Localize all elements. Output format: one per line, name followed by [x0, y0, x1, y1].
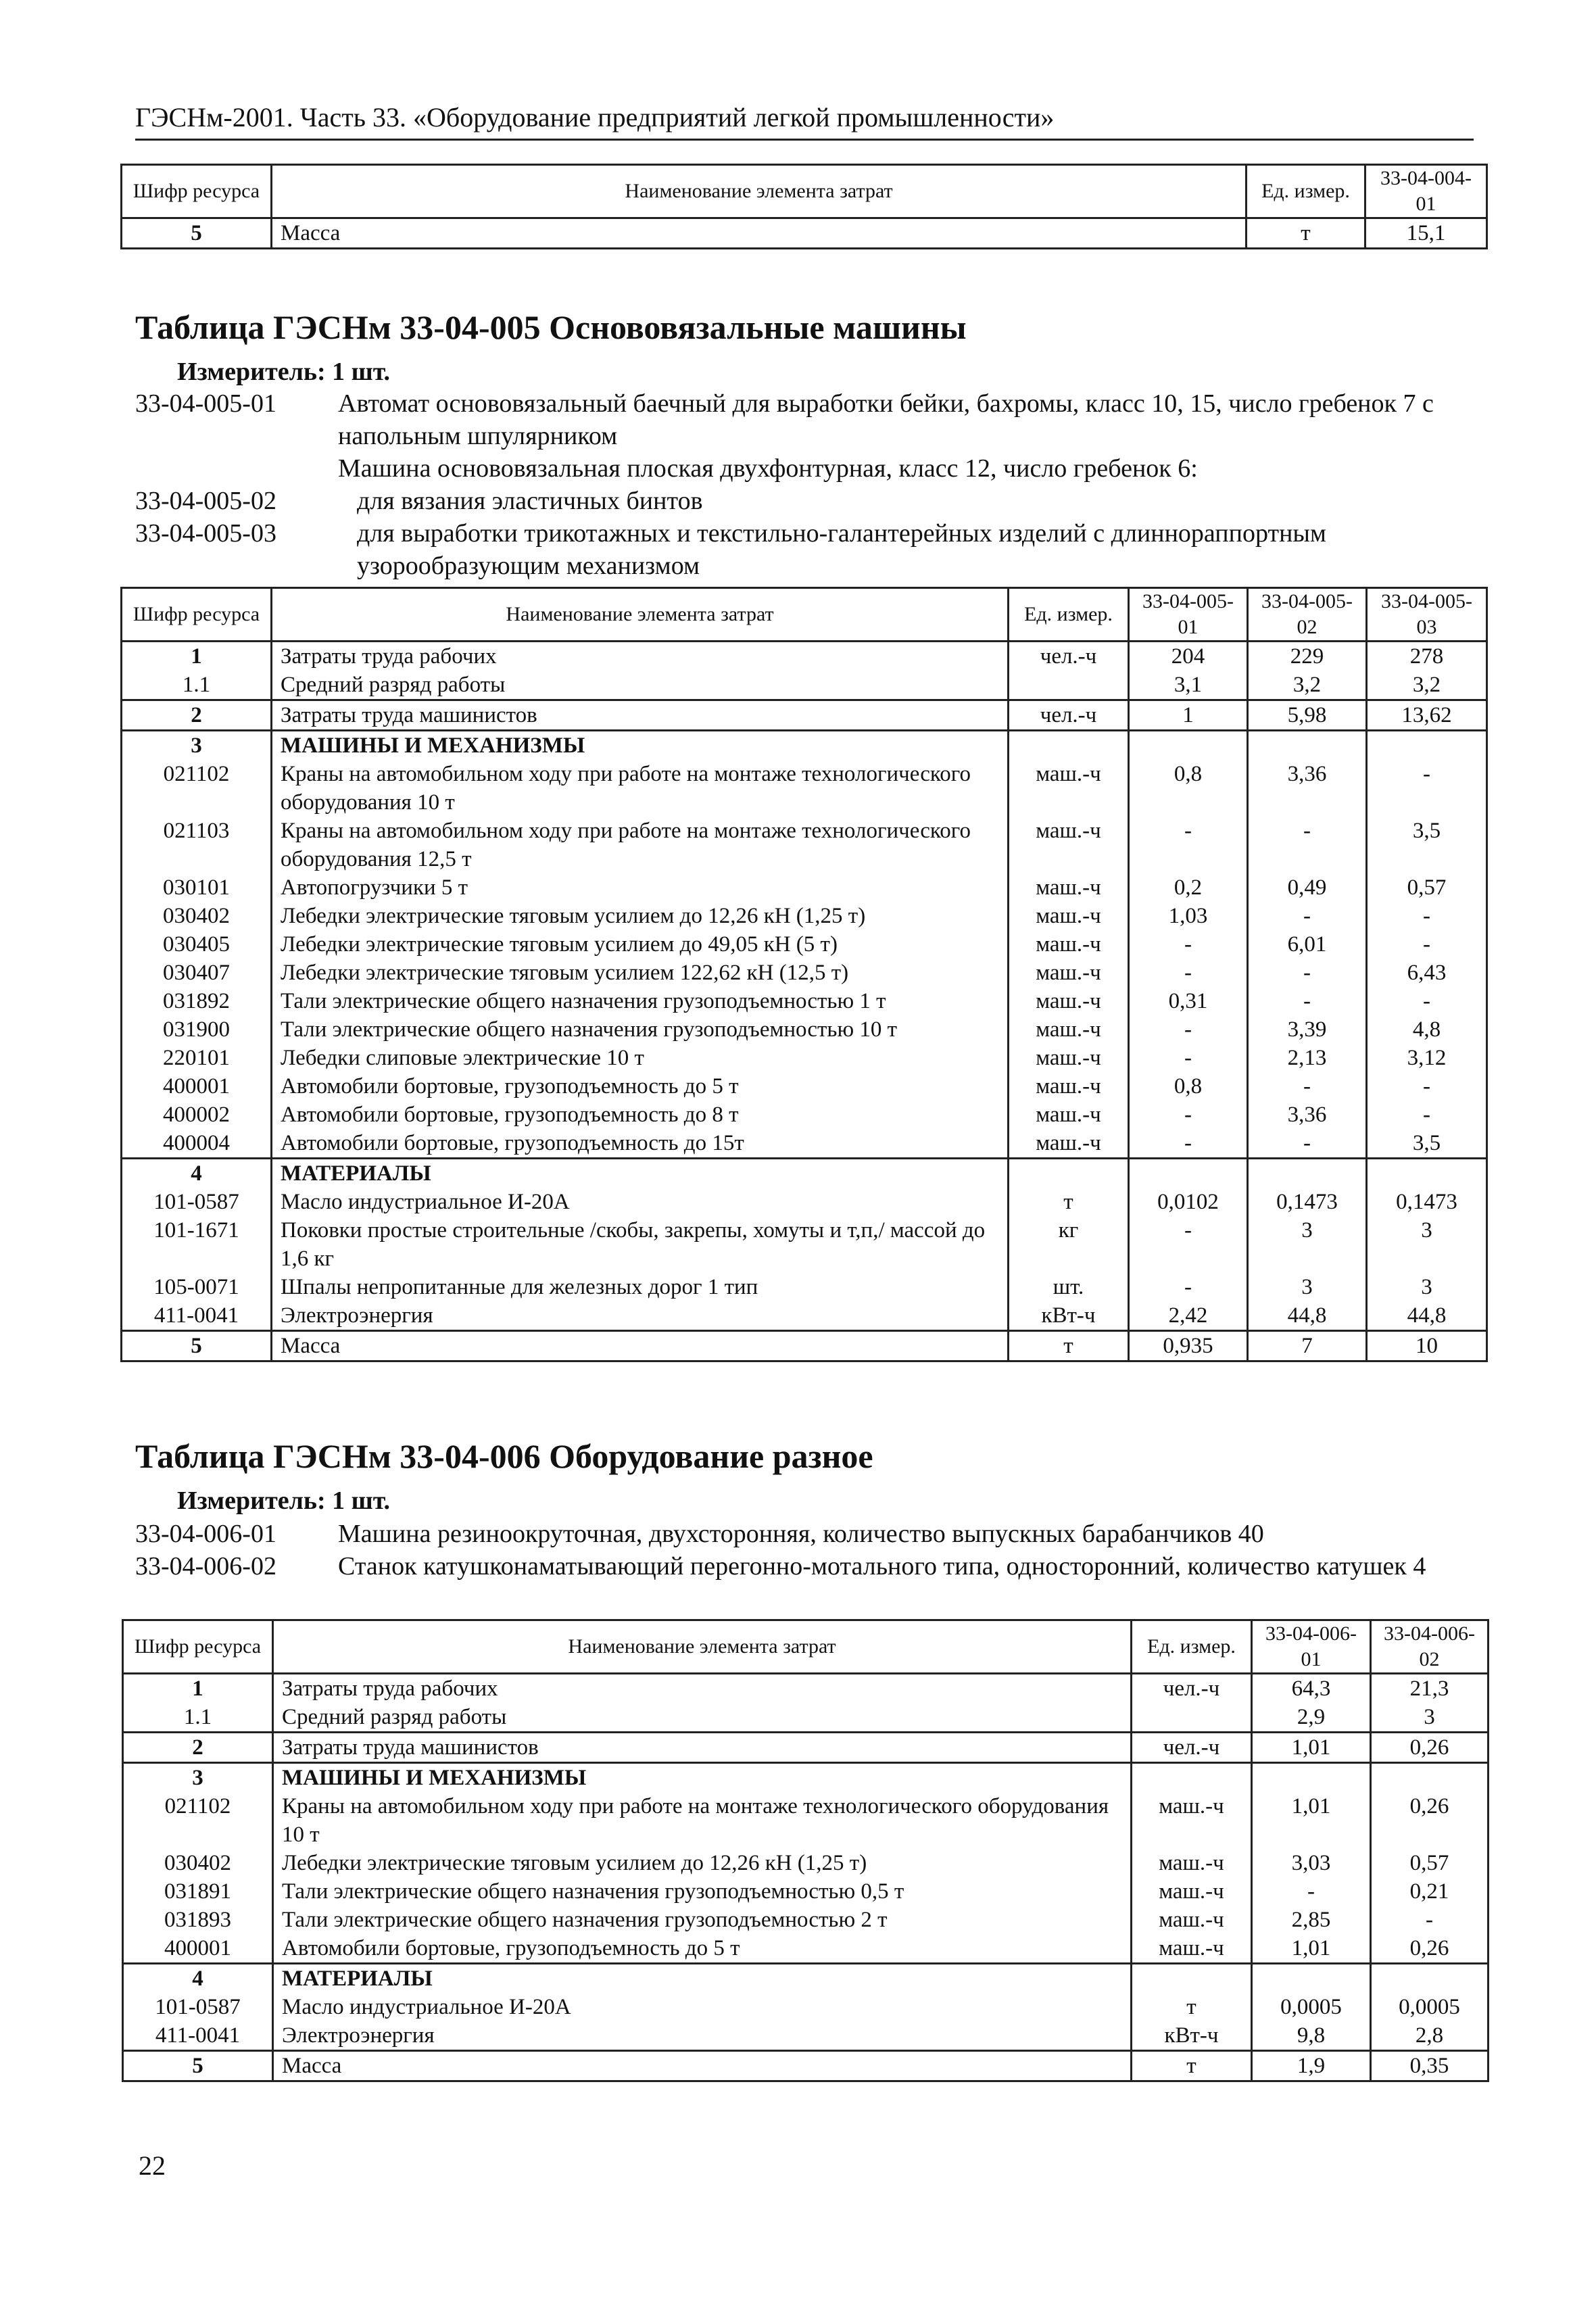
table-row: [123, 1674, 1489, 1704]
cell-v1: 1,9: [1252, 2051, 1371, 2081]
cell-code: 400002: [122, 1101, 272, 1129]
table-row: [123, 1763, 1489, 1793]
table-row: [122, 642, 1487, 671]
cell-v1: [1252, 1763, 1371, 1793]
cell-code: 411-0041: [123, 2021, 273, 2051]
cell-unit: шт.: [1009, 1273, 1129, 1301]
cell-name: Краны на автомобильном ходу при работе на монтаже технологического оборудования 10 т: [273, 1792, 1132, 1849]
table-row: [123, 2051, 1489, 2081]
table-row: [122, 1072, 1487, 1101]
cell-v2: 0,26: [1371, 1733, 1489, 1763]
cell-v2: -: [1371, 1906, 1489, 1934]
cell-unit: маш.-ч: [1132, 1877, 1252, 1906]
cell-unit: маш.-ч: [1132, 1934, 1252, 1964]
table-row: [123, 1877, 1489, 1906]
cell-v1: -: [1129, 1044, 1248, 1072]
page-number: 22: [139, 2150, 166, 2181]
cell-unit: т: [1132, 1993, 1252, 2021]
cell-name: Автопогрузчики 5 т: [272, 873, 1009, 902]
cell-code: 031900: [122, 1015, 272, 1044]
cell-v2: 3: [1371, 1703, 1489, 1733]
cell-code: 220101: [122, 1044, 272, 1072]
cell-v3: 3,12: [1367, 1044, 1487, 1072]
cell-v1: 1,03: [1129, 902, 1248, 930]
table-row: [122, 1216, 1487, 1273]
cell-code: 030101: [122, 873, 272, 902]
cell-name: Тали электрические общего назначения грузоподъемностью 2 т: [273, 1906, 1132, 1934]
cell-v1: 0,0005: [1252, 1993, 1371, 2021]
cell-v3: -: [1367, 760, 1487, 817]
cell-v2: 3,39: [1248, 1015, 1367, 1044]
cell-v2: 3: [1248, 1273, 1367, 1301]
cell-v2: 21,3: [1371, 1674, 1489, 1704]
cell-v2: 3: [1248, 1216, 1367, 1273]
table-row: [122, 1301, 1487, 1331]
cell-v3: 13,62: [1367, 700, 1487, 731]
cell-unit: маш.-ч: [1009, 959, 1129, 987]
cell-v1: 0,8: [1129, 760, 1248, 817]
cell-v1: -: [1129, 959, 1248, 987]
table-005: [120, 587, 1488, 1362]
cell-unit: маш.-ч: [1009, 760, 1129, 817]
col-code-header: Шифр ресурса: [123, 1620, 273, 1674]
cell-v2: 0,21: [1371, 1877, 1489, 1906]
top-table: [120, 164, 1488, 249]
cell-unit: чел.-ч: [1009, 700, 1129, 731]
cell-unit: маш.-ч: [1132, 1906, 1252, 1934]
cell-v3: 3,2: [1367, 671, 1487, 700]
cell-v1: 1,01: [1252, 1733, 1371, 1763]
cell-v2: -: [1248, 1072, 1367, 1101]
cell-v2: [1248, 1159, 1367, 1188]
cell-code: 101-0587: [122, 1188, 272, 1216]
cell-code: 105-0071: [122, 1273, 272, 1301]
cell-v1: 3,03: [1252, 1849, 1371, 1877]
cell-unit: кВт-ч: [1132, 2021, 1252, 2051]
cell-unit: маш.-ч: [1009, 930, 1129, 959]
cell-name: Тали электрические общего назначения грузоподъемностью 0,5 т: [273, 1877, 1132, 1906]
cell-code: 031892: [122, 987, 272, 1015]
cell-v1: 2,9: [1252, 1703, 1371, 1733]
cell-code: 1.1: [123, 1703, 273, 1733]
cell-code: 2: [122, 700, 272, 731]
cell-v3: 0,1473: [1367, 1188, 1487, 1216]
cell-name: Средний разряд работы: [273, 1703, 1132, 1733]
table-row: [122, 817, 1487, 873]
cell-v1: 1: [1129, 700, 1248, 731]
cell-v1: 0,0102: [1129, 1188, 1248, 1216]
cell-v1: -: [1129, 817, 1248, 873]
cell-name: Лебедки электрические тяговым усилием до 12,26 кН (1,25 т): [273, 1849, 1132, 1877]
cell-v2: -: [1248, 1129, 1367, 1159]
cell-code: 101-0587: [123, 1993, 273, 2021]
cell-v3: [1367, 1159, 1487, 1188]
cell-v2: 2,8: [1371, 2021, 1489, 2051]
cell-v1: 0,2: [1129, 873, 1248, 902]
cell-v2: -: [1248, 987, 1367, 1015]
cell-code: 021103: [122, 817, 272, 873]
table-row: [122, 1331, 1487, 1361]
cell-unit: [1009, 671, 1129, 700]
item-row: 33-04-005-01 Автомат основовязальный баечный для выработки бейки, бахромы, класс 10, 15, число гребенок 7 с напольным шпулярником: [135, 389, 1434, 450]
cell-unit: чел.-ч: [1132, 1674, 1252, 1704]
cell-v2: 3,36: [1248, 760, 1367, 817]
cell-v1: -: [1129, 1129, 1248, 1159]
col-v1-header: 33-04-006-01: [1252, 1620, 1371, 1674]
table-row: [122, 902, 1487, 930]
cell-v3: 3: [1367, 1273, 1487, 1301]
cell-v3: 3: [1367, 1216, 1487, 1273]
cell-code: 030402: [123, 1849, 273, 1877]
cell-unit: маш.-ч: [1132, 1849, 1252, 1877]
cell-name: Лебедки электрические тяговым усилием до 12,26 кН (1,25 т): [272, 902, 1009, 930]
cell-name: Автомобили бортовые, грузоподъемность до 5 т: [272, 1072, 1009, 1101]
cell-v2: 0,0005: [1371, 1993, 1489, 2021]
cell-code: 1.1: [122, 671, 272, 700]
table-005-title: Таблица ГЭСНм 33-04-005 Основовязальные машины: [135, 308, 967, 346]
table-row: [122, 671, 1487, 700]
cell-name: Затраты труда рабочих: [272, 642, 1009, 671]
cell-code: 030407: [122, 959, 272, 987]
table-row: [122, 873, 1487, 902]
cell-v3: -: [1367, 987, 1487, 1015]
cell-code: 400001: [123, 1934, 273, 1964]
cell-name: Автомобили бортовые, грузоподъемность до 5 т: [273, 1934, 1132, 1964]
item-row: 33-04-005-02 для вязания эластичных бинтов: [135, 487, 703, 515]
cell-unit: [1132, 1964, 1252, 1994]
cell-code: 5: [123, 2051, 273, 2081]
col-v2-header: 33-04-005-02: [1248, 588, 1367, 642]
cell-name: Тали электрические общего назначения грузоподъемностью 1 т: [272, 987, 1009, 1015]
cell-code: 021102: [122, 760, 272, 817]
cell-v2: 7: [1248, 1331, 1367, 1361]
table-005-meter: Измеритель: 1 шт.: [177, 358, 391, 386]
table-row: [122, 700, 1487, 731]
cell-v2: [1248, 731, 1367, 761]
cell-name: Масло индустриальное И-20А: [273, 1993, 1132, 2021]
col-unit-header: Ед. измер.: [1247, 165, 1365, 218]
table-row: [122, 930, 1487, 959]
cell-unit: маш.-ч: [1009, 1101, 1129, 1129]
cell-unit: маш.-ч: [1009, 1072, 1129, 1101]
cell-v2: 5,98: [1248, 700, 1367, 731]
table-row: [123, 1934, 1489, 1964]
cell-code: 3: [123, 1763, 273, 1793]
cell-v1: 1,01: [1252, 1934, 1371, 1964]
table-row: [122, 1015, 1487, 1044]
col-unit-header: Ед. измер.: [1009, 588, 1129, 642]
cell-name: Краны на автомобильном ходу при работе на монтаже технологического оборудования 12,5 т: [272, 817, 1009, 873]
cell-v3: -: [1367, 902, 1487, 930]
cell-v2: 0,26: [1371, 1934, 1489, 1964]
table-row: [122, 1273, 1487, 1301]
cell-name: МАТЕРИАЛЫ: [272, 1159, 1009, 1188]
item-row: Машина основовязальная плоская двухфонтурная, класс 12, число гребенок 6:: [338, 454, 1198, 483]
cell-v1: [1252, 1964, 1371, 1994]
table-006-items: [135, 1518, 1480, 1583]
cell-v1: -: [1129, 1273, 1248, 1301]
cell-v2: 0,26: [1371, 1792, 1489, 1849]
cell-v1: [1129, 1159, 1248, 1188]
table-row: [122, 1129, 1487, 1159]
cell-v3: 10: [1367, 1331, 1487, 1361]
table-row: [123, 1792, 1489, 1849]
table-row: [122, 1101, 1487, 1129]
item-row: 33-04-006-02 Станок катушконаматывающий перегонно-мотального типа, односторонний, количество катушек 4: [135, 1552, 1426, 1581]
cell-v1: -: [1129, 1015, 1248, 1044]
cell-v1: -: [1129, 1216, 1248, 1273]
cell-name: Электроэнергия: [272, 1301, 1009, 1331]
cell-name: Затраты труда машинистов: [273, 1733, 1132, 1763]
cell-v2: 2,13: [1248, 1044, 1367, 1072]
cell-v1: 1,01: [1252, 1792, 1371, 1849]
col-v3-header: 33-04-005-03: [1367, 588, 1487, 642]
cell-v3: 44,8: [1367, 1301, 1487, 1331]
cell-v2: 6,01: [1248, 930, 1367, 959]
cell-code: 101-1671: [122, 1216, 272, 1273]
table-row: [123, 1993, 1489, 2021]
cell-name: Шпалы непропитанные для железных дорог 1 тип: [272, 1273, 1009, 1301]
cell-name: МАШИНЫ И МЕХАНИЗМЫ: [272, 731, 1009, 761]
cell-v1: 9,8: [1252, 2021, 1371, 2051]
cell-v1: 0,31: [1129, 987, 1248, 1015]
col-name-header: Наименование элемента затрат: [273, 1620, 1132, 1674]
col-unit-header: Ед. измер.: [1132, 1620, 1252, 1674]
cell-v1: -: [1252, 1877, 1371, 1906]
table-row: [123, 1964, 1489, 1994]
cell-v1: [1129, 731, 1248, 761]
cell-v3: 4,8: [1367, 1015, 1487, 1044]
cell-unit: маш.-ч: [1009, 873, 1129, 902]
cell-code: 3: [122, 731, 272, 761]
cell-v2: 0,1473: [1248, 1188, 1367, 1216]
cell-code: 1: [123, 1674, 273, 1704]
cell-name: Поковки простые строительные /скобы, закрепы, хомуты и т,п,/ массой до 1,6 кг: [272, 1216, 1009, 1273]
table-row: [123, 1849, 1489, 1877]
cell-code: 5: [122, 1331, 272, 1361]
cell-unit: чел.-ч: [1132, 1733, 1252, 1763]
cell-unit: маш.-ч: [1132, 1792, 1252, 1849]
cell-v1: 204: [1129, 642, 1248, 671]
cell-unit: маш.-ч: [1009, 987, 1129, 1015]
table-006-meter: Измеритель: 1 шт.: [177, 1487, 391, 1515]
cell-v3: 3,5: [1367, 817, 1487, 873]
cell-v2: 0,35: [1371, 2051, 1489, 2081]
cell-v2: 0,57: [1371, 1849, 1489, 1877]
cell-name: Масса: [273, 2051, 1132, 2081]
cell-unit: [1009, 1159, 1129, 1188]
cell-v2: 3,2: [1248, 671, 1367, 700]
cell-v1: 2,85: [1252, 1906, 1371, 1934]
cell-unit: чел.-ч: [1009, 642, 1129, 671]
cell-name: МАТЕРИАЛЫ: [273, 1964, 1132, 1994]
cell-v3: -: [1367, 1072, 1487, 1101]
cell-v2: -: [1248, 959, 1367, 987]
cell-code: 400004: [122, 1129, 272, 1159]
item-row: 33-04-005-03 для выработки трикотажных и текстильно-галантерейных изделий с длиннораппортным узорообразующим механизмом: [135, 519, 1326, 580]
cell-name: Краны на автомобильном ходу при работе на монтаже технологического оборудования 10 т: [272, 760, 1009, 817]
cell-name: Масса: [272, 1331, 1009, 1361]
cell-code: 030402: [122, 902, 272, 930]
col-code-header: Шифр ресурса: [122, 165, 272, 218]
table-006-title: Таблица ГЭСНм 33-04-006 Оборудование разное: [135, 1437, 873, 1475]
cell-v2: 0,49: [1248, 873, 1367, 902]
table-row: [122, 1188, 1487, 1216]
table-row: 5 Масса т 15,1: [122, 218, 1487, 249]
cell-name: Затраты труда машинистов: [272, 700, 1009, 731]
cell-unit: кг: [1009, 1216, 1129, 1273]
cell-name: Автомобили бортовые, грузоподъемность до 8 т: [272, 1101, 1009, 1129]
table-005-items: [135, 387, 1480, 582]
cell-v2: [1371, 1964, 1489, 1994]
cell-v1: -: [1129, 1101, 1248, 1129]
cell-code: 2: [123, 1733, 273, 1763]
cell-name: Лебедки слиповые электрические 10 т: [272, 1044, 1009, 1072]
cell-v1: 3,1: [1129, 671, 1248, 700]
item-row: 33-04-006-01 Машина резиноокруточная, двухсторонняя, количество выпускных барабанчиков 40: [135, 1520, 1264, 1548]
cell-unit: т: [1132, 2051, 1252, 2081]
table-row: [122, 760, 1487, 817]
cell-name: Лебедки электрические тяговым усилием до 49,05 кН (5 т): [272, 930, 1009, 959]
cell-unit: т: [1009, 1331, 1129, 1361]
cell-v2: -: [1248, 817, 1367, 873]
cell-code: 021102: [123, 1792, 273, 1849]
cell-unit: [1132, 1703, 1252, 1733]
cell-name: Тали электрические общего назначения грузоподъемностью 10 т: [272, 1015, 1009, 1044]
table-006: [122, 1619, 1489, 2082]
cell-name: Электроэнергия: [273, 2021, 1132, 2051]
cell-code: 400001: [122, 1072, 272, 1101]
cell-v3: [1367, 731, 1487, 761]
col-name-header: Наименование элемента затрат: [272, 165, 1247, 218]
cell-name: Автомобили бортовые, грузоподъемность до 15т: [272, 1129, 1009, 1159]
running-header: ГЭСНм-2001. Часть 33. «Оборудование предприятий легкой промышленности»: [135, 101, 1474, 141]
cell-code: 1: [122, 642, 272, 671]
table-row: [122, 987, 1487, 1015]
cell-v3: 3,5: [1367, 1129, 1487, 1159]
table-row: [123, 1703, 1489, 1733]
cell-v1: 0,935: [1129, 1331, 1248, 1361]
table-row: [122, 1044, 1487, 1072]
cell-code: 411-0041: [122, 1301, 272, 1331]
col-code-header: Шифр ресурса: [122, 588, 272, 642]
col-v1-header: 33-04-004-01: [1365, 165, 1487, 218]
cell-v2: 44,8: [1248, 1301, 1367, 1331]
cell-unit: маш.-ч: [1009, 1015, 1129, 1044]
cell-name: Масло индустриальное И-20А: [272, 1188, 1009, 1216]
table-row: [122, 731, 1487, 761]
table-row: [123, 1906, 1489, 1934]
cell-unit: [1009, 731, 1129, 761]
cell-v3: 6,43: [1367, 959, 1487, 987]
cell-name: МАШИНЫ И МЕХАНИЗМЫ: [273, 1763, 1132, 1793]
cell-v1: -: [1129, 930, 1248, 959]
col-v1-header: 33-04-005-01: [1129, 588, 1248, 642]
cell-code: 4: [123, 1964, 273, 1994]
cell-unit: кВт-ч: [1009, 1301, 1129, 1331]
cell-unit: маш.-ч: [1009, 1044, 1129, 1072]
cell-v1: 64,3: [1252, 1674, 1371, 1704]
cell-unit: т: [1009, 1188, 1129, 1216]
cell-v3: -: [1367, 1101, 1487, 1129]
table-row: [123, 2021, 1489, 2051]
cell-v3: -: [1367, 930, 1487, 959]
cell-unit: маш.-ч: [1009, 902, 1129, 930]
cell-code: 030405: [122, 930, 272, 959]
cell-code: 031891: [123, 1877, 273, 1906]
table-row: [122, 1159, 1487, 1188]
cell-v3: 0,57: [1367, 873, 1487, 902]
cell-code: 031893: [123, 1906, 273, 1934]
cell-unit: маш.-ч: [1009, 817, 1129, 873]
table-row: [122, 959, 1487, 987]
cell-name: Затраты труда рабочих: [273, 1674, 1132, 1704]
cell-name: Средний разряд работы: [272, 671, 1009, 700]
cell-code: 4: [122, 1159, 272, 1188]
cell-unit: маш.-ч: [1009, 1129, 1129, 1159]
cell-unit: [1132, 1763, 1252, 1793]
cell-name: Лебедки электрические тяговым усилием 122,62 кН (12,5 т): [272, 959, 1009, 987]
cell-v2: [1371, 1763, 1489, 1793]
cell-v1: 0,8: [1129, 1072, 1248, 1101]
table-row: [123, 1733, 1489, 1763]
col-name-header: Наименование элемента затрат: [272, 588, 1009, 642]
cell-v2: 229: [1248, 642, 1367, 671]
cell-v3: 278: [1367, 642, 1487, 671]
cell-v2: 3,36: [1248, 1101, 1367, 1129]
cell-v2: -: [1248, 902, 1367, 930]
col-v2-header: 33-04-006-02: [1371, 1620, 1489, 1674]
cell-v1: 2,42: [1129, 1301, 1248, 1331]
